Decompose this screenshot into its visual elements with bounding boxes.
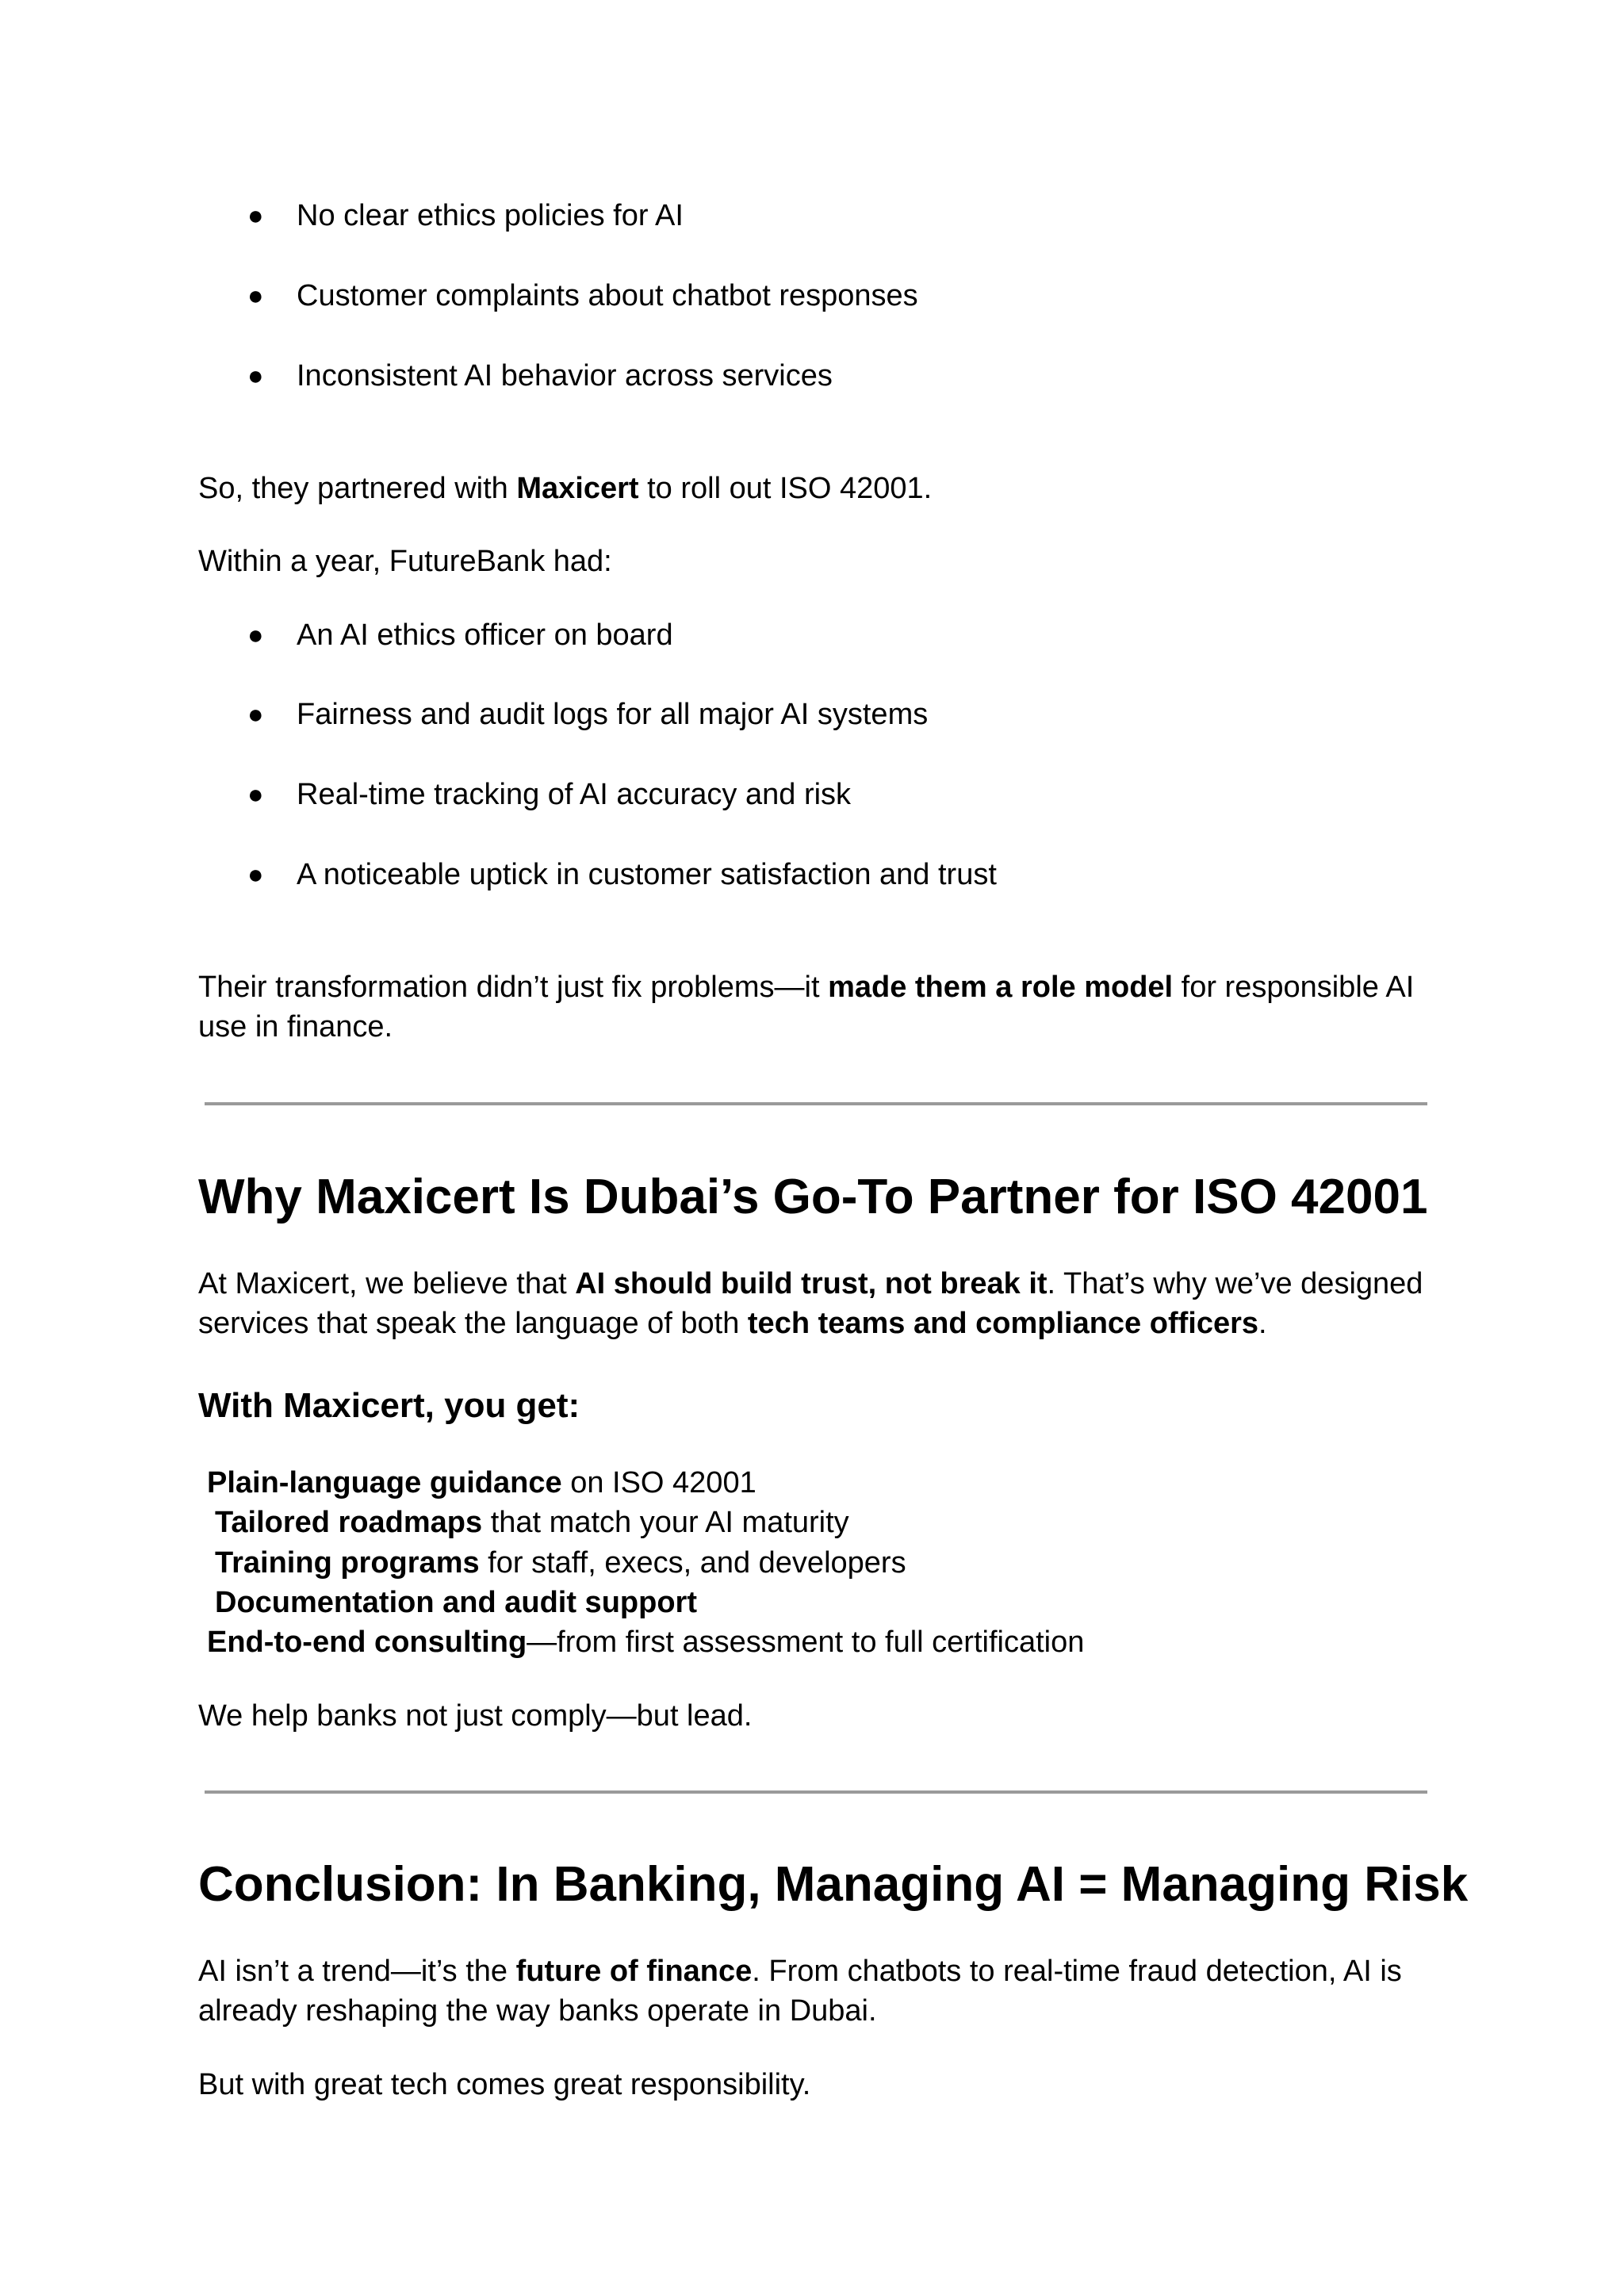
bullet-marker: ● (247, 361, 264, 391)
list-item: No clear ethics policies for AI (297, 199, 684, 232)
bullet-marker: ● (247, 620, 264, 650)
section-divider (205, 1102, 1427, 1105)
bullet-marker: ● (247, 281, 264, 311)
list-item: End-to-end consulting—from first assessment to full certification (207, 1626, 1085, 1659)
list-item: An AI ethics officer on board (297, 618, 673, 652)
partner-paragraph: So, they partnered with Maxicert to roll out ISO 42001. (198, 472, 933, 505)
section-heading: Why Maxicert Is Dubai’s Go-To Partner for ISO 42001 (198, 1170, 1428, 1224)
section-divider (205, 1790, 1427, 1794)
conclusion-paragraph: AI isn’t a trend—it’s the future of finance. From chatbots to real-time fraud detection, AI is already reshaping the way banks operate in Dubai. (198, 1955, 1402, 2028)
list-item: Real-time tracking of AI accuracy and risk (297, 778, 852, 811)
list-item: Documentation and audit support (215, 1586, 697, 1619)
why-paragraph: At Maxicert, we believe that AI should build trust, not break it. That’s why we’ve designed services that speak the language of both tech teams and compliance officers. (198, 1267, 1423, 1340)
list-item: Inconsistent AI behavior across services (297, 359, 833, 393)
list-item: Plain-language guidance on ISO 42001 (207, 1466, 756, 1499)
transformation-paragraph: Their transformation didn’t just fix problems—it made them a role model for responsible AI use in finance. (198, 971, 1415, 1044)
bullet-marker: ● (247, 860, 264, 890)
sub-heading: With Maxicert, you get: (198, 1386, 580, 1425)
bullet-marker: ● (247, 779, 264, 810)
list-item: A noticeable uptick in customer satisfaction and trust (297, 858, 997, 891)
list-item: Customer complaints about chatbot responses (297, 279, 918, 312)
bullet-marker: ● (247, 201, 264, 231)
list-item: Tailored roadmaps that match your AI maturity (215, 1506, 849, 1539)
final-paragraph: But with great tech comes great responsibility. (198, 2068, 811, 2101)
section-heading: Conclusion: In Banking, Managing AI = Managing Risk (198, 1857, 1469, 1912)
closing-paragraph: We help banks not just comply—but lead. (198, 1699, 753, 1733)
bullet-marker: ● (247, 699, 264, 730)
list-item: Training programs for staff, execs, and developers (215, 1546, 906, 1580)
within-year-paragraph: Within a year, FutureBank had: (198, 545, 612, 578)
list-item: Fairness and audit logs for all major AI systems (297, 698, 929, 731)
